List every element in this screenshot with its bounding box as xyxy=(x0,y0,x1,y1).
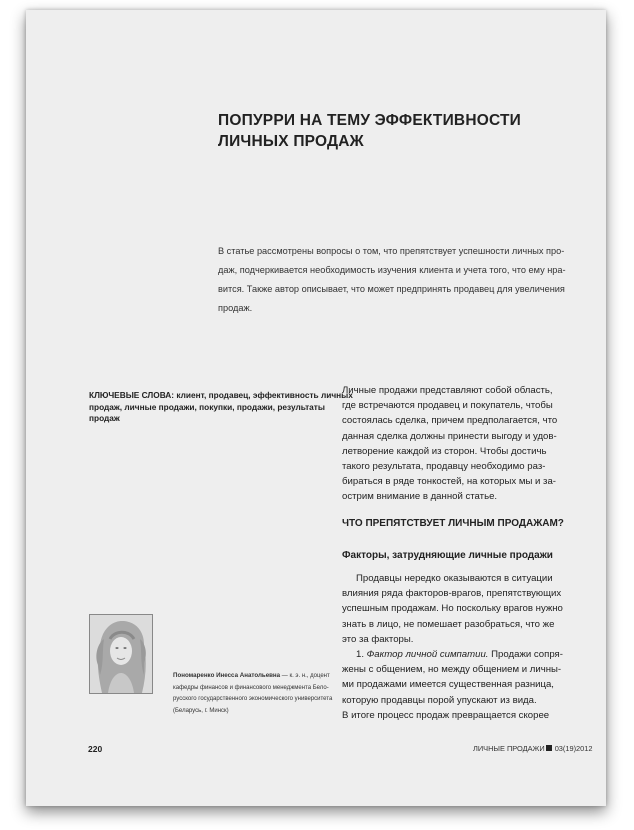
body-line: В итоге процесс продаж превращается скорее xyxy=(342,709,550,721)
author-info xyxy=(173,670,343,717)
intro-line: состоялась сделка, причем предполагается, что xyxy=(342,415,558,427)
body-line xyxy=(342,647,598,662)
abstract-line: даж, подчеркивается необходимость изучения клиента и учета того, что ему нра- xyxy=(218,265,566,275)
running-footer xyxy=(473,744,593,753)
factor-title: Фактор личной симпатии. xyxy=(366,649,489,661)
article-title xyxy=(218,110,558,152)
body-line: жены с общением, но между общением и личны- xyxy=(342,664,562,676)
abstract-line: вится. Также автор описывает, что может предпринять продавец для увеличения xyxy=(218,284,565,294)
abstract-line: продаж. xyxy=(218,303,253,313)
factor-text: Продажи сопря- xyxy=(488,649,563,661)
subsection-heading: Факторы, затрудняющие личные продажи xyxy=(342,550,553,561)
author-line: (Беларусь, г. Минск) xyxy=(173,707,229,714)
body-line: знать в лицо, не помешает разобраться, что же xyxy=(342,618,555,630)
factor-number: 1. xyxy=(356,649,367,661)
author-line xyxy=(173,670,343,683)
magazine-page xyxy=(26,10,606,806)
issue-number: 03(19)2012 xyxy=(554,744,593,753)
intro-line: бираться в ряде тонкостей, на которых мы и за- xyxy=(342,476,556,488)
body-line: ми продажами имеется существенная разница, xyxy=(342,679,554,691)
intro-line: Личные продажи представляют собой область, xyxy=(342,385,553,396)
author-photo xyxy=(89,614,153,694)
body-line: которую продавцы порой упускают из вида. xyxy=(342,694,537,706)
author-line: русского государственного экономического университета xyxy=(173,696,333,702)
keywords-line: продаж xyxy=(89,413,120,423)
intro-line: летворение каждой из сторон. Чтобы достичь xyxy=(342,445,547,457)
article-abstract xyxy=(218,242,586,318)
keywords-line: КЛЮЧЕВЫЕ СЛОВА: клиент, продавец, эффективность личных xyxy=(89,390,353,400)
title-line-2: ЛИЧНЫХ ПРОДАЖ xyxy=(218,133,364,150)
keywords-block xyxy=(89,390,353,425)
intro-paragraph xyxy=(342,383,598,505)
body-line: Продавцы нередко оказываются в ситуации xyxy=(356,573,553,584)
author-line: кафедры финансов и финансового менеджмента Бело- xyxy=(173,684,329,691)
intro-line: острим внимание в данной статье. xyxy=(342,491,498,503)
keywords-line: продаж, личные продажи, покупки, продажи, результаты xyxy=(89,401,325,412)
intro-line: такого результата, продавцу необходимо раз- xyxy=(342,461,546,473)
author-name: Пономаренко Инесса Анатольевна xyxy=(173,672,281,679)
intro-line: данная сделка должны принести выгоду и удов- xyxy=(342,430,557,442)
section-heading: ЧТО ПРЕПЯТСТВУЕТ ЛИЧНЫМ ПРОДАЖАМ? xyxy=(342,518,564,529)
author-portrait-image xyxy=(90,615,152,693)
body-line: влияния ряда факторов-врагов, препятствующих xyxy=(342,588,562,600)
abstract-line: В статье рассмотрены вопросы о том, что препятствует успешности личных про- xyxy=(218,246,565,256)
author-degree: — к. э. н., доцент xyxy=(280,673,330,679)
title-line-1: ПОПУРРИ НА ТЕМУ ЭФФЕКТИВНОСТИ xyxy=(218,112,521,129)
journal-name: ЛИЧНЫЕ ПРОДАЖИ xyxy=(473,744,545,753)
square-separator-icon xyxy=(546,745,552,751)
body-line: успешным продажам. Но поскольку врагов нужно xyxy=(342,603,563,615)
intro-line: где встречаются продавец и покупатель, чтобы xyxy=(342,400,553,412)
body-text xyxy=(342,571,598,723)
page-number: 220 xyxy=(88,744,103,754)
body-line: это за факторы. xyxy=(342,633,414,645)
